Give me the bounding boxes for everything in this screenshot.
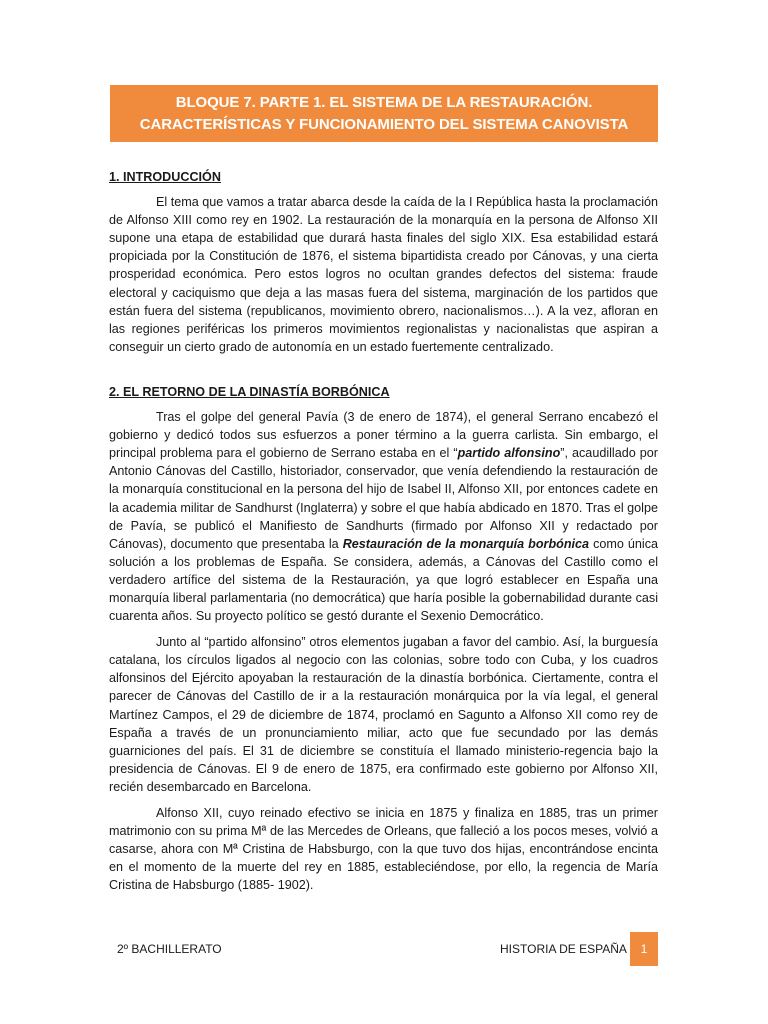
emphasized-term: Restauración de la monarquía borbónica [342,536,590,551]
section-1-heading: 1. INTRODUCCIÓN [109,170,221,184]
bold-term: Antonio Cánovas del Castillo [109,464,273,479]
bold-term: golpe del general Pavía [200,410,339,425]
document-body [109,168,658,894]
section-2 [109,383,658,895]
footer-course: 2º BACHILLERATO [117,942,222,956]
page-number-badge: 1 [630,932,658,966]
bold-term: general Serrano [491,410,584,425]
bold-term: general Martínez Campos [109,689,658,722]
bold-term: Manifiesto de Sandhurts [259,518,404,533]
bold-term: Alfonso XII [156,806,219,820]
title-line-2: CARACTERÍSTICAS Y FUNCIONAMIENTO DEL SISTEMA CANOVISTA [139,115,629,133]
section-2-paragraph-1: Tras el golpe del general Pavía (3 de enero de 1874), el general Serrano encabezó el gobierno y dedicó todos sus esfuerzos a poner término a la guerra carlista. Sin embargo, el principal problema para el gobierno de Serrano estaba en el “partido alfonsino”, acaudillado por Antonio Cánovas del Castillo, historiador, conservador, que venía defendiendo la restauración de la monarquía constitucional en la persona del hijo de Isabel II, Alfonso XII, por entonces cadete en la academia militar de Sandhurst (Inglaterra) y sobre el que había abdicado en 1870. Tras el golpe de Pavía, se publicó el Manifiesto de Sandhurts (firmado por Alfonso XII y redactado por Cánovas), documento que presentaba la Restauración de la monarquía borbónica como única solución a los problemas de España. Se considera, además, a Cánovas del Castillo como el verdadero artífice del sistema de la Restauración, ya que logró establecer en España una monarquía liberal parlamentaria (no democrática) que haría posible la gobernabilidad durante casi cuarenta años. Su proyecto político se gestó durante el Sexenio Democrático. [109,410,659,624]
section-2-heading: 2. EL RETORNO DE LA DINASTÍA BORBÓNICA [109,384,390,399]
emphasized-term: partido alfonsino [457,446,561,461]
bold-term: regencia de María Cristina de Habsburgo [109,860,659,893]
section-1-paragraph: El tema que vamos a tratar abarca desde la caída de la I República hasta la proclamación de Alfonso XIII como rey en 1902. La restauración de la monarquía en la persona de Alfonso XII supone una etapa de estabilidad que durará hasta finales del siglo XIX. Esa estabilidad estará propiciada por la Constitución de 1876, el sistema bipartidista creado por Cánovas, y una cierta prosperidad económica. Pero estos logros no ocultan grandes defectos del sistema: fraude electoral y caciquismo que deja a las masas fuera del sistema, marginación de los partidos que están fuera del sistema (republicanos, movimiento obrero, nacionalismos…). A la vez, afloran en las regiones periféricas los primeros movimientos regionalistas y nacionalistas que aspiran a conseguir un cierto grado de autonomía en un estado fuertemente centralizado. [109,195,658,354]
section-2-paragraph-2: Junto al “partido alfonsino” otros elementos jugaban a favor del cambio. Así, la burguesía catalana, los círculos ligados al negocio con las colonias, sobre todo con Cuba, y los cuadros alfonsinos del Ejército apoyaban la restauración de la dinastía borbónica. Ciertamente, contra el parecer de Cánovas del Castillo de ir a la restauración monárquica por la vía legal, el general Martínez Campos, el 29 de diciembre de 1874, proclamó en Sagunto a Alfonso XII como rey de España a través de un pronunciamiento miliar, acto que fue secundado por las demás guarniciones del país. El 31 de diciembre se constituía el llamado ministerio-regencia bajo la presidencia de Cánovas. El 9 de enero de 1875, era confirmado este gobierno por Alfonso XII, recién desembarcado en Barcelona. [109,635,658,794]
title-banner [110,85,658,142]
title-line-1: BLOQUE 7. PARTE 1. EL SISTEMA DE LA RESTAURACIÓN. [175,93,593,111]
footer-subject: HISTORIA DE ESPAÑA [500,942,627,956]
section-2-paragraph-3: Alfonso XII, cuyo reinado efectivo se inicia en 1875 y finaliza en 1885, tras un primer matrimonio con su prima Mª de las Mercedes de Orleans, que falleció a los pocos meses, volvió a casarse, ahora con Mª Cristina de Habsburgo, con la que tuvo dos hijas, encontrándose encinta en el momento de la muerte del rey en 1885, estableciéndose, por ello, la regencia de María Cristina de Habsburgo (1885- 1902). [109,806,659,893]
page-footer [0,932,768,966]
